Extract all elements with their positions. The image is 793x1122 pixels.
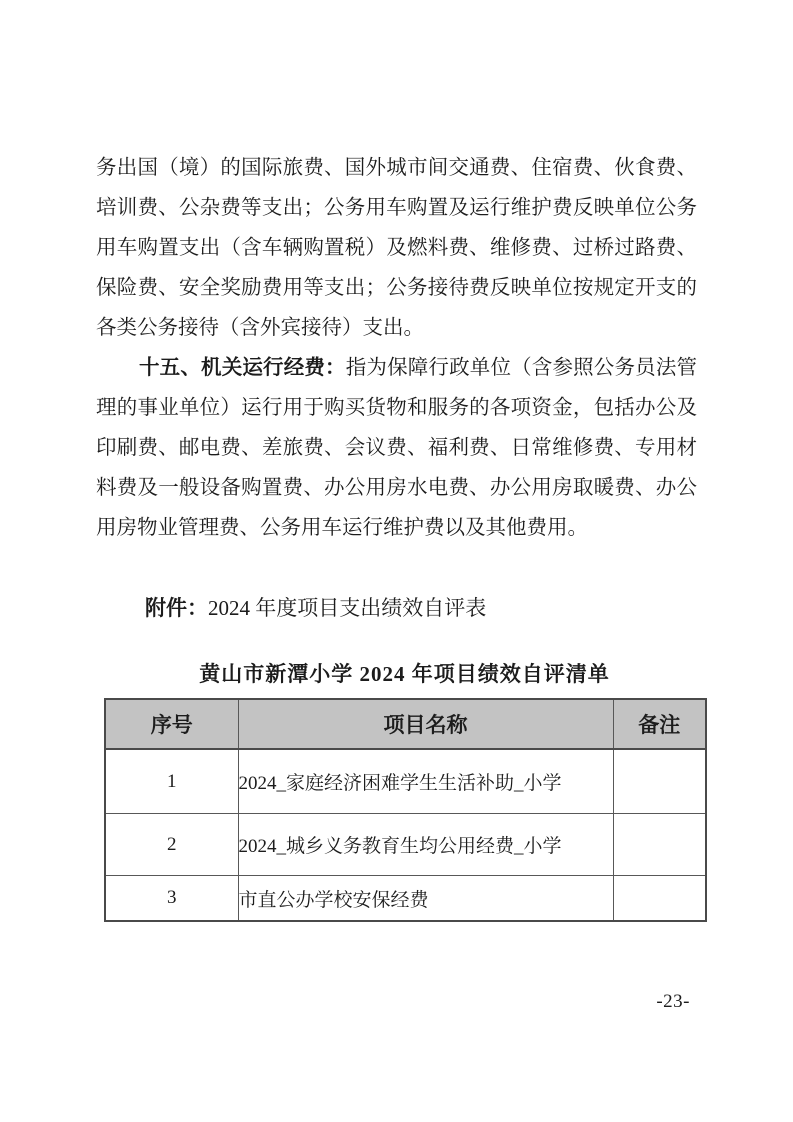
table-row [105, 876, 706, 922]
row-remarks [613, 876, 706, 922]
document-body [96, 148, 697, 922]
table-row [105, 814, 706, 876]
paragraph-operating-funds [96, 348, 697, 548]
row-remarks [613, 749, 706, 814]
attachment-title: 2024 年度项目支出绩效自评表 [208, 596, 487, 620]
attachment-label: 附件： [145, 596, 208, 620]
column-header-project-name: 项目名称 [238, 699, 613, 749]
row-number: 1 [105, 749, 238, 814]
paragraph-operating-funds-heading: 十五、机关运行经费： [139, 357, 346, 379]
table-header-row [105, 699, 706, 749]
paragraph-expense-description-text: 务出国（境）的国际旅费、国外城市间交通费、住宿费、伙食费、培训费、公杂费等支出；公务用车购置及运行维护费反映单位公务用车购置支出（含车辆购置税）及燃料费、维修费、过桥过路费、保险费、安全奖励费用等支出；公务接待费反映单位按规定开支的各类公务接待（含外宾接待）支出。 [96, 157, 697, 339]
row-number: 2 [105, 814, 238, 876]
project-table [104, 698, 707, 922]
table-title: 黄山市新潭小学 2024 年项目绩效自评清单 [199, 662, 610, 686]
column-header-number: 序号 [105, 699, 238, 749]
table-row [105, 749, 706, 814]
row-remarks [613, 814, 706, 876]
row-project-name: 市直公办学校安保经费 [238, 876, 613, 922]
paragraph-expense-description [96, 148, 697, 348]
attachment-line [96, 588, 697, 628]
row-project-name: 2024_城乡义务教育生均公用经费_小学 [238, 814, 613, 876]
row-project-name: 2024_家庭经济困难学生生活补助_小学 [238, 749, 613, 814]
paragraph-operating-funds-text: 指为保障行政单位（含参照公务员法管理的事业单位）运行用于购买货物和服务的各项资金，包括办公及印刷费、邮电费、差旅费、会议费、福利费、日常维修费、专用材料费及一般设备购置费、办公用房水电费、办公用房取暖费、办公用房物业管理费、公务用车运行维护费以及其他费用。 [96, 357, 698, 539]
project-table-block [104, 658, 705, 922]
page-number: -23- [656, 991, 690, 1012]
row-number: 3 [105, 876, 238, 922]
column-header-remarks: 备注 [613, 699, 706, 749]
